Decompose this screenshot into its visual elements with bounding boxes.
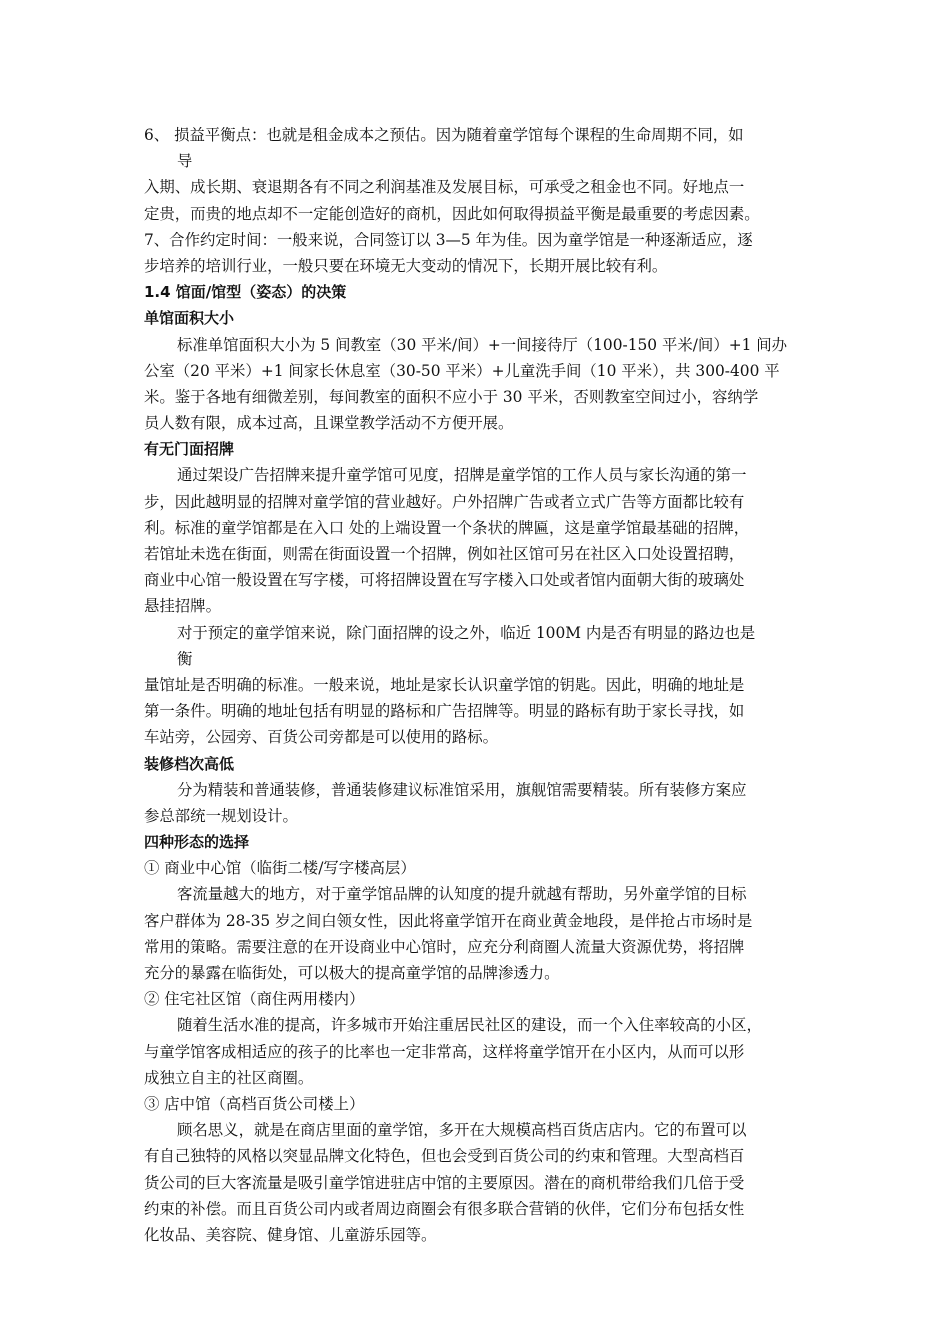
section-heading: 1.4 馆面/馆型（姿态）的决策	[144, 283, 347, 302]
paragraph-line: 定贵，而贵的地点却不一定能创造好的商机，因此如何取得损益平衡是最重要的考虑因素。	[144, 204, 760, 223]
paragraph-line: 入期、成长期、衰退期各有不同之利润基准及发展目标，可承受之租金也不同。好地点一	[144, 178, 745, 197]
paragraph-line: 步培养的培训行业，一般只要在环境无大变动的情况下，长期开展比较有利。	[144, 256, 668, 275]
subheading-four-forms: 四种形态的选择	[144, 833, 250, 852]
paragraph-line: 顾名思义，就是在商店里面的童学馆，多开在大规模高档百货店店内。它的布置可以	[177, 1121, 747, 1140]
paragraph-line: 货公司的巨大客流量是吸引童学馆进驻店中馆的主要原因。潜在的商机带给我们几倍于受	[144, 1173, 745, 1192]
paragraph-line: 车站旁，公园旁、百货公司旁都是可以使用的路标。	[144, 728, 498, 747]
paragraph-line: 若馆址未选在街面，则需在街面设置一个招牌，例如社区馆可另在社区入口处设置招聘，	[144, 545, 745, 563]
paragraph-line: 常用的策略。需要注意的在开设商业中心馆时，应充分利商圈人流量大资源优势，将招牌	[144, 937, 745, 956]
paragraph-line: 随着生活水准的提高，许多城市开始注重居民社区的建设，而一个入住率较高的小区，	[177, 1016, 762, 1035]
paragraph-line: 商业中心馆一般设置在写字楼，可将招牌设置在写字楼入口处或者馆内面朝大街的玻璃处	[144, 571, 745, 590]
subheading-area: 单馆面积大小	[144, 309, 235, 328]
paragraph-line: 客流量越大的地方，对于童学馆品牌的认知度的提升就越有帮助，另外童学馆的目标	[177, 885, 747, 904]
document-body	[144, 122, 816, 1248]
subheading-decoration: 装修档次高低	[144, 754, 235, 773]
paragraph-line: 成独立自主的社区商圈。	[144, 1068, 314, 1087]
paragraph-line: 客户群体为 28-35 岁之间白领女性，因此将童学馆开在商业黄金地段，是伴抢占市场时是	[144, 911, 753, 930]
paragraph-line: 米。鉴于各地有细微差别，每间教室的面积不应小于 30 平米，否则教室空间过小，容纳学	[144, 387, 759, 406]
subheading-signboard: 有无门面招牌	[144, 440, 235, 459]
list-item-heading: ② 住宅社区馆（商住两用楼内）	[144, 990, 365, 1009]
paragraph-line: 化妆品、美容院、健身馆、儿童游乐园等。	[144, 1225, 437, 1244]
paragraph-line: 通过架设广告招牌来提升童学馆可见度，招牌是童学馆的工作人员与家长沟通的第一	[177, 466, 747, 485]
paragraph-line: 第一条件。明确的地址包括有明显的路标和广告招牌等。明显的路标有助于家长寻找，如	[144, 702, 745, 721]
paragraph-line: 步，因此越明显的招牌对童学馆的营业越好。户外招牌广告或者立式广告等方面都比较有	[144, 492, 745, 511]
paragraph-line: 充分的暴露在临街处，可以极大的提高童学馆的品牌渗透力。	[144, 964, 560, 982]
item-6-wrap-line: 导	[177, 152, 193, 171]
list-item-heading: ③ 店中馆（高档百货公司楼上）	[144, 1094, 365, 1113]
item-6-line: 6、 损益平衡点：也就是租金成本之预估。因为随着童学馆每个课程的生命周期不同，如	[144, 126, 744, 144]
paragraph-line: 量馆址是否明确的标准。一般来说，地址是家长认识童学馆的钥匙。因此，明确的地址是	[144, 675, 745, 694]
paragraph-line: 分为精装和普通装修，普通装修建议标准馆采用，旗舰馆需要精装。所有装修方案应	[177, 780, 747, 799]
paragraph-line: 对于预定的童学馆来说，除门面招牌的设之外，临近 100M 内是否有明显的路边也是	[177, 623, 756, 642]
paragraph-line: 标准单馆面积大小为 5 间教室（30 平米/间）+一间接待厅（100-150 平米/间）+1 间办	[177, 335, 788, 354]
paragraph-line: 悬挂招牌。	[144, 597, 221, 616]
paragraph-line: 公室（20 平米）+1 间家长休息室（30-50 平米）+儿童洗手间（10 平米），共 300-400 平	[144, 361, 780, 380]
paragraph-wrap-line: 衡	[177, 649, 193, 668]
paragraph-line: 与童学馆客成相适应的孩子的比率也一定非常高，这样将童学馆开在小区内，从而可以形	[144, 1042, 745, 1061]
item-7-line: 7、合作约定时间：一般来说，合同签订以 3—5 年为佳。因为童学馆是一种逐渐适应，逐	[144, 230, 753, 249]
paragraph-line: 参总部统一规划设计。	[144, 806, 298, 825]
paragraph-line: 员人数有限，成本过高，且课堂教学活动不方便开展。	[144, 414, 514, 433]
paragraph-line: 利。标准的童学馆都是在入口 处的上端设置一个条状的牌匾，这是童学馆最基础的招牌，	[144, 518, 750, 537]
paragraph-line: 约束的补偿。而且百货公司内或者周边商圈会有很多联合营销的伙伴，它们分布包括女性	[144, 1199, 745, 1218]
paragraph-line: 有自己独特的风格以突显品牌文化特色，但也会受到百货公司的约束和管理。大型高档百	[144, 1147, 745, 1166]
list-item-heading: ① 商业中心馆（临街二楼/写字楼高层）	[144, 859, 416, 878]
